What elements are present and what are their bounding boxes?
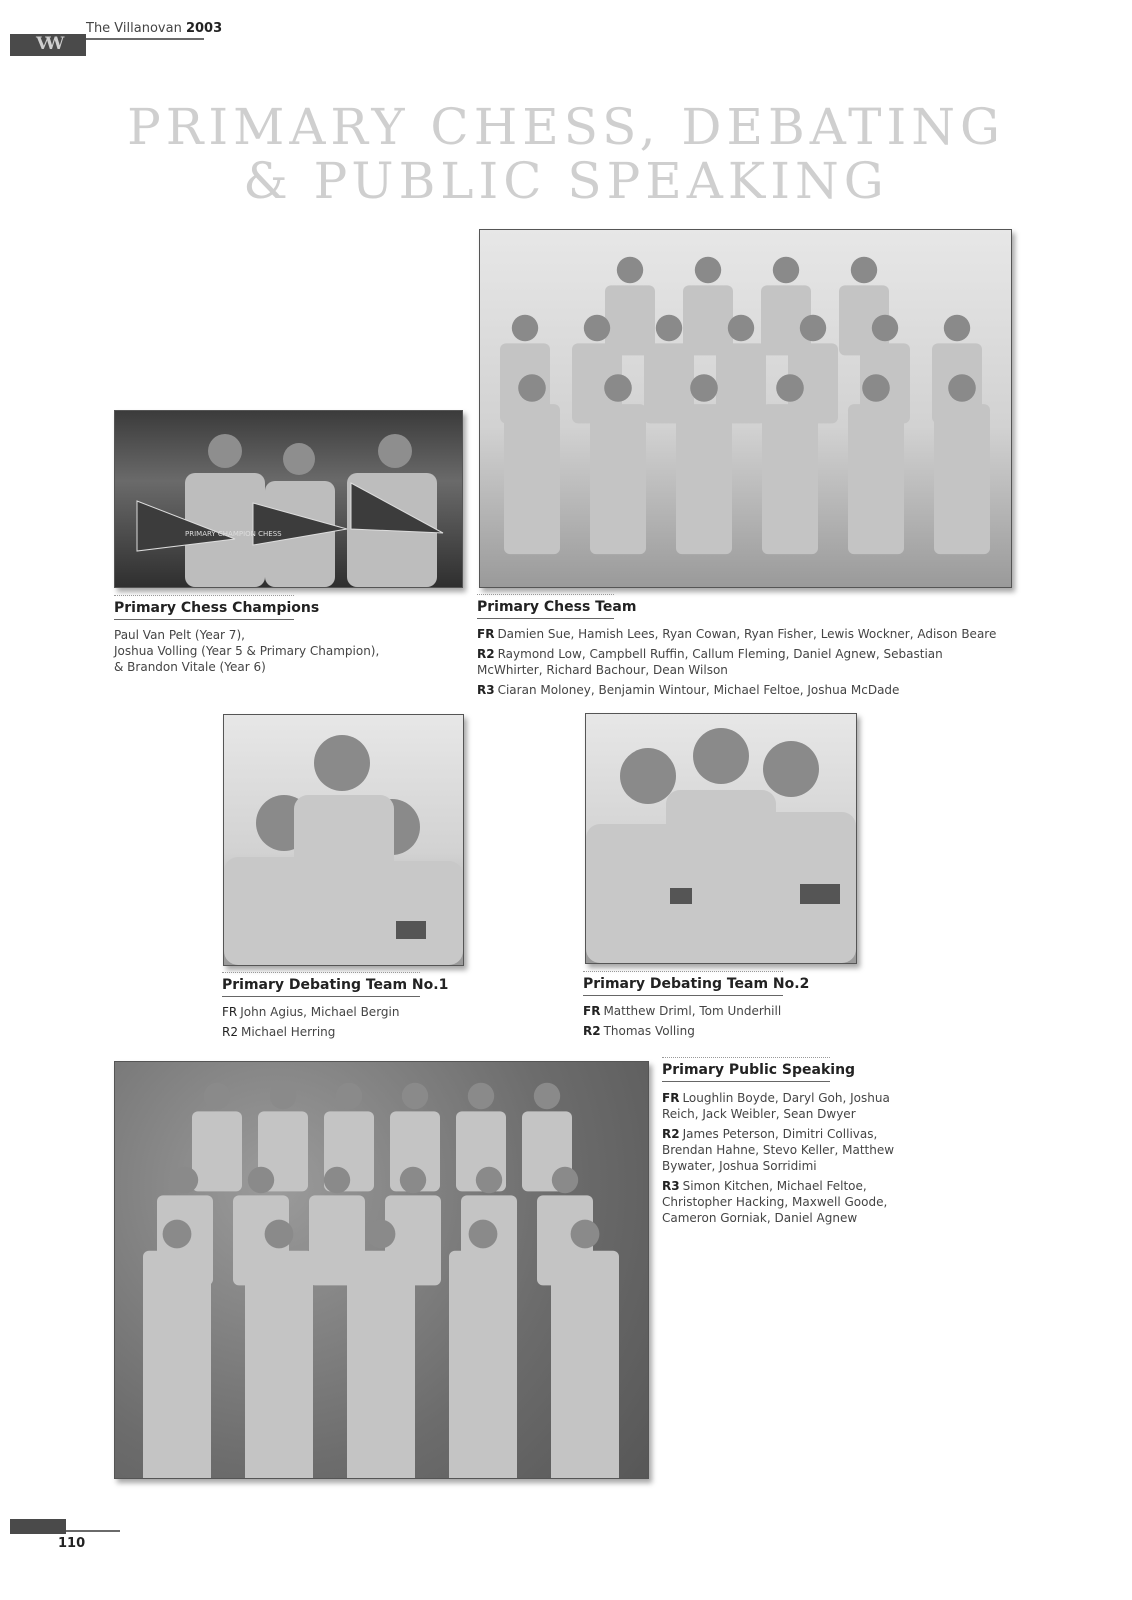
publication-header	[86, 21, 222, 36]
page-number: 110	[58, 1536, 86, 1551]
public-speaking-names	[662, 1090, 917, 1230]
chess-team-row-r3: R3 Ciaran Moloney, Benjamin Wintour, Michael Feltoe, Joshua McDade	[477, 683, 900, 697]
public-speaking-row-r3: R3 Simon Kitchen, Michael Feltoe, Christopher Hacking, Maxwell Goode, Cameron Gorniak, Daniel Agnew	[662, 1179, 888, 1225]
publication-name: The Villanovan	[86, 21, 182, 36]
publication-year: 2003	[185, 21, 223, 36]
chess-champions-title: Primary Chess Champions	[114, 600, 294, 620]
champion-line-3: & Brandon Vitale (Year 6)	[114, 660, 266, 674]
chess-team-row-r2: R2 Raymond Low, Campbell Ruffin, Callum Fleming, Daniel Agnew, Sebastian McWhirter, Richard Bachour, Dean Wilson	[477, 647, 943, 677]
pennant-label: PRIMARY CHAMPION CHESS	[185, 530, 282, 538]
chess-team-photo	[479, 229, 1012, 588]
school-logo: VW	[36, 34, 61, 54]
public-speaking-title: Primary Public Speaking	[662, 1062, 830, 1082]
chess-team-names	[477, 626, 997, 702]
footer-rule	[66, 1530, 120, 1532]
debating-2-row-fr: FR Matthew Driml, Tom Underhill	[583, 1004, 782, 1018]
chess-team-title: Primary Chess Team	[477, 599, 614, 619]
chess-team-caption	[477, 599, 637, 619]
header-rule	[86, 38, 204, 40]
debating-team-2-names	[583, 1003, 843, 1043]
chess-champions-caption	[114, 600, 320, 620]
public-speaking-photo	[114, 1061, 649, 1479]
footer-bar	[10, 1519, 66, 1534]
debating-team-1-title: Primary Debating Team No.1	[222, 977, 420, 997]
public-speaking-caption	[662, 1062, 856, 1082]
page-title-line-1: PRIMARY CHESS, DEBATING	[127, 98, 1005, 156]
chess-champions-photo	[114, 410, 463, 588]
debating-team-1-caption	[222, 977, 449, 997]
public-speaking-row-r2: R2 James Peterson, Dimitri Collivas, Brendan Hahne, Stevo Keller, Matthew Bywater, Joshua Sorridimi	[662, 1127, 895, 1173]
header-bar	[10, 34, 86, 56]
debating-2-row-r2: R2 Thomas Volling	[583, 1024, 695, 1038]
debating-1-row-fr: FR John Agius, Michael Bergin	[222, 1005, 400, 1019]
public-speaking-row-fr: FR Loughlin Boyde, Daryl Goh, Joshua Reich, Jack Weibler, Sean Dwyer	[662, 1091, 890, 1121]
debating-1-row-r2: R2 Michael Herring	[222, 1025, 336, 1039]
debating-team-2-photo	[585, 713, 857, 964]
chess-team-row-fr: FR Damien Sue, Hamish Lees, Ryan Cowan, Ryan Fisher, Lewis Wockner, Adison Beare	[477, 627, 997, 641]
debating-team-1-names	[222, 1004, 462, 1044]
debating-team-2-caption	[583, 976, 810, 996]
page-title-line-2: & PUBLIC SPEAKING	[243, 152, 889, 210]
champion-line-2: Joshua Volling (Year 5 & Primary Champion),	[114, 644, 380, 658]
debating-team-1-photo	[223, 714, 464, 966]
chess-champions-names	[114, 627, 414, 675]
debating-team-2-title: Primary Debating Team No.2	[583, 976, 783, 996]
champion-line-1: Paul Van Pelt (Year 7),	[114, 628, 245, 642]
